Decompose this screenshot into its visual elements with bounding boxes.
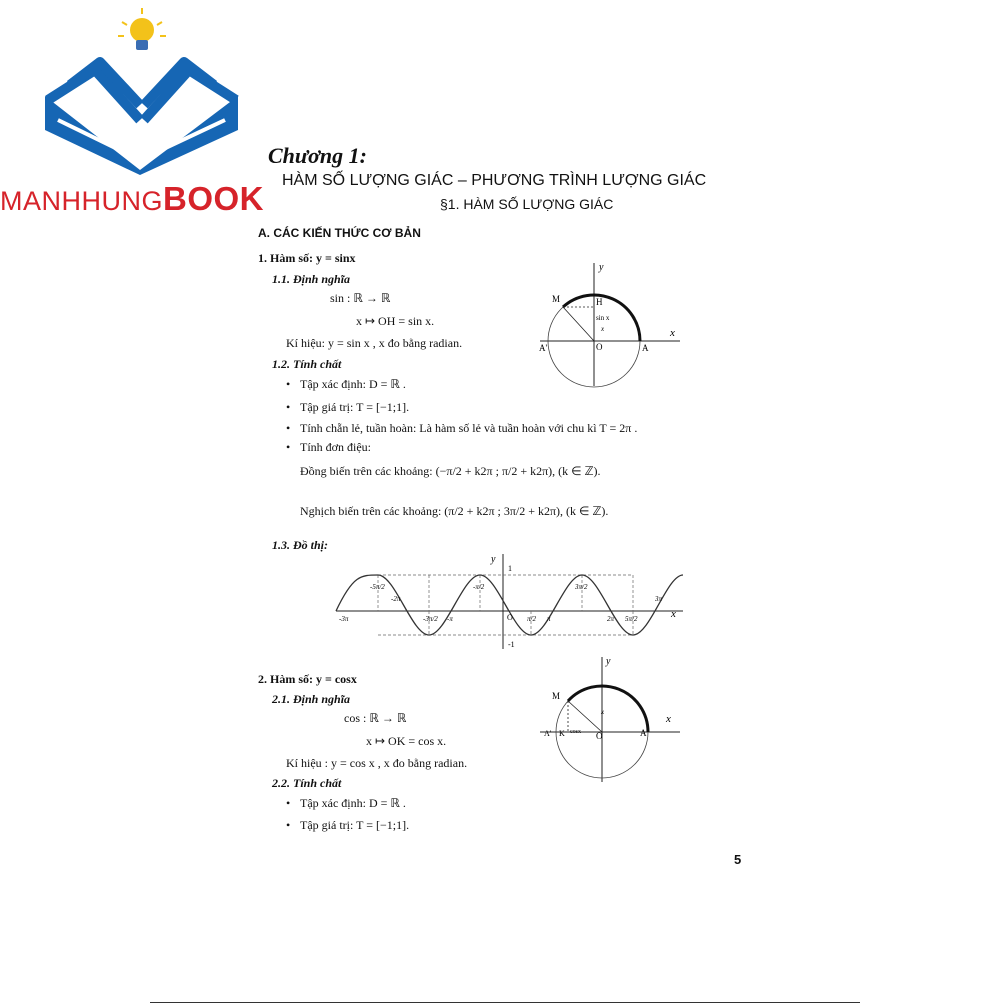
chapter-heading: Chương 1: xyxy=(268,143,367,168)
circle1-y-label: y xyxy=(599,262,604,273)
circle2-x-label: x xyxy=(666,713,671,725)
circle2-a1-label: A' xyxy=(544,729,552,738)
circle1-m-label: M xyxy=(552,294,561,304)
graph-bottom-label: 5π/2 xyxy=(625,615,638,623)
graph-bottom-label: 2π xyxy=(607,615,615,623)
graph-bottom-label: π xyxy=(547,615,551,623)
graph-top-label: -π/2 xyxy=(473,583,485,591)
logo xyxy=(0,0,300,220)
sin-def-line2: x ↦ OH = sin x. xyxy=(356,314,435,328)
circle1-x-label: x xyxy=(670,327,675,339)
sin-prop2: • Tập giá trị: T = [−1;1]. xyxy=(300,400,409,415)
sin-prop4: • Tính đơn điệu: xyxy=(300,440,371,455)
sin-unit-circle xyxy=(532,258,682,390)
sin-prop-heading: 1.2. Tính chất xyxy=(272,357,342,371)
circle2-y-label: y xyxy=(606,656,611,667)
cos-unit-circle xyxy=(532,652,682,787)
circle2-a-label: A xyxy=(640,728,647,738)
cos-notation: Kí hiệu : y = cos x , x đo bằng radian. xyxy=(286,756,468,770)
page-title: HÀM SỐ LƯỢNG GIÁC – PHƯƠNG TRÌNH LƯỢNG GIÁC xyxy=(282,172,707,189)
lightbulb-icon xyxy=(118,8,166,50)
sin-prop3: • Tính chẵn lẻ, tuần hoàn: Là hàm số lẻ và tuần hoàn với chu kì T = 2π . xyxy=(300,421,637,436)
sin-def-heading: 1.1. Định nghĩa xyxy=(272,272,351,286)
graph-bottom-label: π/2 xyxy=(527,615,536,623)
logo-text-book: BOOK xyxy=(163,180,264,217)
sin-increasing: Đồng biến trên các khoảng: (−π/2 + k2π ; π/2 + k2π), (k ∈ ℤ). xyxy=(300,464,601,478)
cos-prop-heading: 2.2. Tính chất xyxy=(272,776,342,790)
circle1-o-label: O xyxy=(596,342,603,352)
graph-bottom-label: -3π/2 xyxy=(423,615,438,623)
graph-top-label: -5π/2 xyxy=(370,583,385,591)
sine-graph xyxy=(333,551,685,651)
graph-top-label: -2π xyxy=(391,595,401,603)
circle2-xsmall-label: x xyxy=(601,708,605,716)
cos-heading: 2. Hàm số: y = cosx xyxy=(258,672,357,686)
graph-x-label: x xyxy=(671,608,676,620)
circle2-cosx-label: cosx xyxy=(570,729,581,735)
cos-prop2: • Tập giá trị: T = [−1;1]. xyxy=(300,818,409,833)
graph-one-label: 1 xyxy=(508,564,512,573)
circle1-a-label: A xyxy=(642,343,649,353)
graph-minus-one-label: -1 xyxy=(508,640,515,649)
cos-def-line1: cos : ℝ → ℝ xyxy=(344,711,407,725)
sine-curve xyxy=(336,575,683,635)
graph-top-label: 3π/2 xyxy=(575,583,588,591)
graph-bottom-label: -π xyxy=(447,615,453,623)
sin-graph-heading: 1.3. Đồ thị: xyxy=(272,538,329,552)
sin-decreasing: Nghịch biến trên các khoảng: (π/2 + k2π ; 3π/2 + k2π), (k ∈ ℤ). xyxy=(300,504,609,518)
logo-text-manhhung: MANHHUNG xyxy=(0,186,163,216)
cos-prop1: • Tập xác định: D = ℝ . xyxy=(300,796,406,811)
circle2-m-label: M xyxy=(552,691,561,701)
graph-o-label: O xyxy=(507,613,513,622)
footer-divider xyxy=(150,1002,860,1003)
graph-top-label: 3π xyxy=(655,595,663,603)
circle1-h-label: H xyxy=(596,297,603,307)
circle1-sinx-label: sin x xyxy=(596,314,610,322)
graph-y-label: y xyxy=(491,554,496,565)
circle1-a1-label: A' xyxy=(539,343,548,353)
section-a-heading: A. CÁC KIẾN THỨC CƠ BẢN xyxy=(258,226,421,240)
cos-def-line2: x ↦ OK = cos x. xyxy=(366,734,447,748)
section-title: §1. HÀM SỐ LƯỢNG GIÁC xyxy=(440,196,614,212)
sin-heading: 1. Hàm số: y = sinx xyxy=(258,251,356,265)
sin-prop1: • Tập xác định: D = ℝ . xyxy=(300,377,406,392)
circle1-xsmall-label: x xyxy=(601,325,605,333)
sin-def-line1: sin : ℝ → ℝ xyxy=(330,291,391,305)
sin-notation: Kí hiệu: y = sin x , x đo bằng radian. xyxy=(286,336,463,350)
circle2-k-label: K xyxy=(559,729,565,738)
graph-bottom-label: -3π xyxy=(339,615,349,623)
page-number: 5 xyxy=(734,852,742,867)
circle2-o-label: O xyxy=(596,731,603,741)
cos-def-heading: 2.1. Định nghĩa xyxy=(272,692,351,706)
